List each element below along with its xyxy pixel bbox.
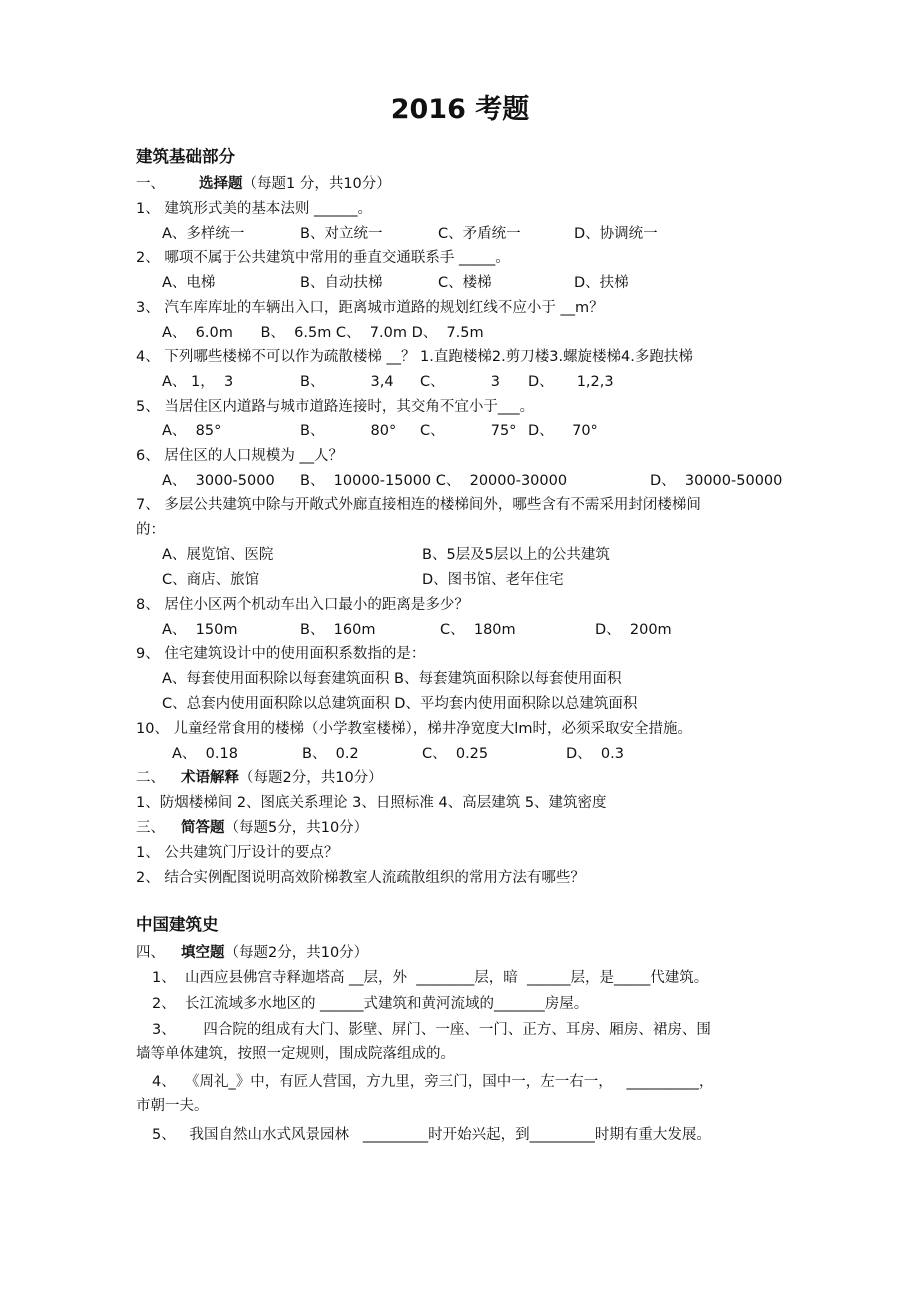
question-7-options-ab: [162, 544, 610, 566]
subsection-points: （每题5分，共10分）: [224, 820, 369, 836]
short-answer-1: 1、 公共建筑门厅设计的要点？: [136, 845, 339, 861]
question-7-continued: 的：: [136, 522, 165, 538]
question-5-options: [162, 420, 598, 442]
option-d: D、 1,2,3: [528, 374, 614, 390]
question-5: 5、 当居住区内道路与城市道路连接时，其交角不宜小于___。: [136, 399, 535, 415]
subsection-name: 选择题: [199, 176, 243, 192]
option-b: B、5层及5层以上的公共建筑: [422, 547, 610, 563]
question-8: 8、 居住小区两个机动车出入口最小的距离是多少？: [136, 597, 469, 613]
subsection-short-answer: [136, 817, 368, 839]
option-a: A、 85°: [162, 423, 222, 439]
option-d: D、扶梯: [574, 275, 629, 291]
fill-blank-4: 4、 《周礼_》中，有匠人营国，方九里，旁三门，国中一，左一右一， __________，: [152, 1074, 714, 1090]
option-b: B、对立统一: [300, 226, 383, 242]
question-4-options: [162, 371, 614, 393]
question-8-options: [162, 619, 672, 641]
question-10-options: [172, 743, 624, 765]
option-c: C、 3: [420, 374, 500, 390]
subsection-name: 填空题: [181, 945, 225, 961]
option-c: C、矛盾统一: [438, 226, 521, 242]
subsection-name: 术语解释: [181, 770, 239, 786]
fill-blank-2: 2、 长江流域多水地区的 ______式建筑和黄河流域的_______房屋。: [152, 996, 589, 1012]
fill-blank-4-continued: 市朝一夫。: [136, 1098, 209, 1114]
option-a: A、多样统一: [162, 226, 245, 242]
question-2-options: [162, 272, 629, 294]
subsection-points: （每题1 分，共10分）: [242, 176, 391, 192]
option-d: D、 0.3: [566, 746, 624, 762]
option-a: A、 3000-5000: [162, 473, 275, 489]
terms-list: 1、防烟楼梯间 2、图底关系理论 3、日照标准 4、高层建筑 5、建筑密度: [136, 795, 607, 811]
question-6: 6、 居住区的人口规模为 __人？: [136, 448, 343, 464]
option-d: D、 70°: [528, 423, 598, 439]
subsection-points: （每题2分，共10分）: [224, 945, 369, 961]
option-b: B、自动扶梯: [300, 275, 383, 291]
subsection-number: 二、: [136, 770, 165, 786]
question-3: 3、 汽车库库址的车辆出入口，距离城市道路的规划红线不应小于 __m？: [136, 300, 604, 316]
short-answer-2: 2、 结合实例配图说明高效阶梯教室人流疏散组织的常用方法有哪些？: [136, 870, 585, 886]
subsection-points: （每题2分，共10分）: [239, 770, 383, 786]
question-9-options-cd: C、总套内使用面积除以总建筑面积 D、平均套内使用面积除以总建筑面积: [162, 696, 638, 712]
question-7: 7、 多层公共建筑中除与开敞式外廊直接相连的楼梯间外，哪些含有不需采用封闭楼梯间: [136, 497, 701, 513]
option-b: B、 80°: [300, 423, 397, 439]
fill-blank-5: 5、 我国自然山水式风景园林 _________时开始兴起，到_________时期有重大发展。: [152, 1127, 711, 1143]
question-9: 9、 住宅建筑设计中的使用面积系数指的是：: [136, 646, 426, 662]
question-1: 1、 建筑形式美的基本法则 ______。: [136, 201, 372, 217]
option-d: D、协调统一: [574, 226, 658, 242]
option-c: C、 180m: [440, 622, 516, 638]
subsection-terms: [136, 767, 383, 789]
question-4: 4、 下列哪些楼梯不可以作为疏散楼梯 __？ 1.直跑楼梯2.剪刀楼3.螺旋楼梯4.多跑扶梯: [136, 349, 693, 365]
option-a: A、 0.18: [172, 746, 238, 762]
subsection-number: 四、: [136, 945, 165, 961]
option-a: A、 150m: [162, 622, 238, 638]
subsection-fill-blank: [136, 942, 368, 964]
subsection-name: 简答题: [181, 820, 225, 836]
question-10: 10、 儿童经常食用的楼梯（小学教室楼梯），梯井净宽度大lm时，必须采取安全措施。: [136, 721, 692, 737]
fill-blank-3-continued: 墙等单体建筑，按照一定规则，围成院落组成的。: [136, 1046, 455, 1062]
option-b: B、 160m: [300, 622, 376, 638]
option-d: D、图书馆、老年住宅: [422, 572, 564, 588]
question-1-options: [162, 223, 658, 245]
option-a: A、电梯: [162, 275, 216, 291]
subsection-choice: [136, 173, 391, 195]
option-c: C、 75°: [420, 423, 517, 439]
option-a: A、展览馆、医院: [162, 547, 274, 563]
page-title: 2016 考题: [390, 94, 530, 125]
option-b-c: B、 10000-15000 C、 20000-30000: [300, 473, 568, 489]
option-c: C、 0.25: [422, 746, 489, 762]
option-a: A、 1， 3: [162, 374, 234, 390]
question-2: 2、 哪项不属于公共建筑中常用的垂直交通联系手 _____。: [136, 250, 510, 266]
question-3-options: A、 6.0m B、 6.5m C、 7.0m D、 7.5m: [162, 325, 484, 341]
question-9-options-ab: A、每套使用面积除以每套建筑面积 B、每套建筑面积除以每套使用面积: [162, 671, 622, 687]
subsection-number: 三、: [136, 820, 165, 836]
option-c: C、商店、旅馆: [162, 572, 260, 588]
question-6-options: [162, 470, 782, 492]
subsection-number: 一、: [136, 176, 165, 192]
section-heading-architecture-basics: 建筑基础部分: [136, 147, 235, 166]
option-b: B、 3,4: [300, 374, 394, 390]
fill-blank-3: 3、 四合院的组成有大门、影壁、屏门、一座、一门、正方、耳房、厢房、裙房、围: [152, 1022, 711, 1038]
question-7-options-cd: [162, 569, 564, 591]
option-d: D、 30000-50000: [650, 473, 783, 489]
section-heading-chinese-architecture-history: 中国建筑史: [136, 915, 219, 934]
option-c: C、楼梯: [438, 275, 492, 291]
fill-blank-1: 1、 山西应县佛宫寺释迦塔高 __层，外 ________层，暗 ______层，是_____代建筑。: [152, 970, 709, 986]
option-d: D、 200m: [595, 622, 672, 638]
option-b: B、 0.2: [302, 746, 359, 762]
